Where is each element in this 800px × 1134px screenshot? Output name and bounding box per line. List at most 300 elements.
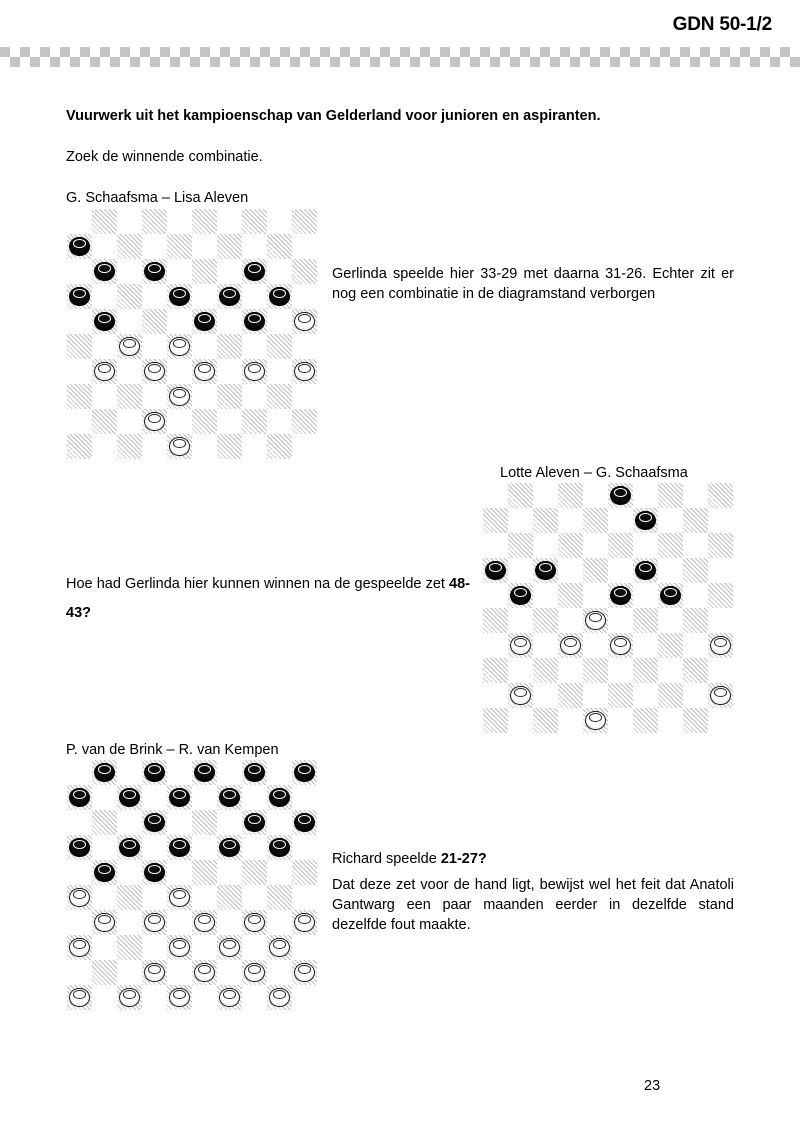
board-square — [142, 860, 167, 885]
white-piece — [94, 362, 115, 382]
board-square — [142, 284, 167, 309]
board-square — [533, 533, 558, 558]
board-square — [558, 708, 583, 733]
board-square — [117, 785, 142, 810]
board-square — [608, 633, 633, 658]
band-square — [110, 47, 120, 57]
board-square — [292, 359, 317, 384]
board-square — [267, 860, 292, 885]
board-square — [608, 558, 633, 583]
board-square — [192, 760, 217, 785]
board-square — [583, 608, 608, 633]
white-piece — [194, 913, 215, 933]
band-square — [750, 57, 760, 67]
board-square — [608, 583, 633, 608]
board-square — [242, 835, 267, 860]
band-square — [470, 57, 480, 67]
board-square — [583, 633, 608, 658]
band-square — [90, 47, 100, 57]
band-square — [140, 47, 150, 57]
board-square — [633, 483, 658, 508]
board-square — [92, 760, 117, 785]
band-square — [710, 57, 720, 67]
band-square — [60, 57, 70, 67]
band-square — [180, 47, 190, 57]
board-square — [167, 810, 192, 835]
band-square — [120, 47, 130, 57]
band-square — [620, 57, 630, 67]
board-3-note-move: 21-27? — [440, 851, 487, 867]
band-square — [60, 47, 70, 57]
board-square — [608, 683, 633, 708]
black-piece — [610, 586, 631, 606]
board-square — [67, 334, 92, 359]
board-square — [167, 234, 192, 259]
board-square — [117, 384, 142, 409]
board-square — [292, 259, 317, 284]
black-piece — [94, 312, 115, 332]
board-square — [633, 583, 658, 608]
board-square — [242, 434, 267, 459]
band-square — [70, 47, 80, 57]
band-square — [200, 57, 210, 67]
band-square — [80, 57, 90, 67]
black-piece — [144, 863, 165, 883]
board-square — [67, 835, 92, 860]
white-piece — [510, 636, 531, 656]
board-square — [242, 334, 267, 359]
board-square — [708, 708, 733, 733]
board-square — [167, 785, 192, 810]
band-square — [640, 47, 650, 57]
white-piece — [169, 988, 190, 1008]
band-square — [610, 47, 620, 57]
board-square — [608, 508, 633, 533]
black-piece — [219, 838, 240, 858]
board-square — [533, 633, 558, 658]
board-square — [117, 334, 142, 359]
band-square — [20, 57, 30, 67]
white-piece — [244, 362, 265, 382]
board-square — [242, 885, 267, 910]
black-piece — [69, 237, 90, 257]
black-piece — [169, 287, 190, 307]
mid-question-move: 48-43? — [66, 576, 470, 621]
board-square — [192, 234, 217, 259]
board-square — [142, 384, 167, 409]
board-square — [658, 558, 683, 583]
band-square — [150, 47, 160, 57]
board-square — [192, 334, 217, 359]
band-square — [400, 47, 410, 57]
black-piece — [169, 788, 190, 808]
band-square — [550, 57, 560, 67]
band-square — [200, 47, 210, 57]
black-piece — [610, 486, 631, 506]
white-piece — [169, 437, 190, 457]
board-square — [67, 985, 92, 1010]
white-piece — [219, 938, 240, 958]
band-square — [190, 47, 200, 57]
board-square — [267, 985, 292, 1010]
board-square — [167, 309, 192, 334]
band-square — [250, 47, 260, 57]
white-piece — [269, 988, 290, 1008]
white-piece — [169, 938, 190, 958]
board-square — [217, 259, 242, 284]
board-square — [483, 658, 508, 683]
board-square — [67, 309, 92, 334]
board-square — [292, 960, 317, 985]
board-1-caption: G. Schaafsma – Lisa Aleven — [66, 190, 249, 206]
white-piece — [69, 938, 90, 958]
board-square — [192, 835, 217, 860]
board-square — [633, 658, 658, 683]
band-square — [510, 47, 520, 57]
board-square — [242, 284, 267, 309]
board-square — [142, 885, 167, 910]
band-square — [250, 57, 260, 67]
band-square — [220, 47, 230, 57]
white-piece — [144, 913, 165, 933]
board-square — [217, 760, 242, 785]
board-square — [117, 810, 142, 835]
page-number: 23 — [644, 1078, 661, 1094]
board-square — [92, 384, 117, 409]
board-square — [708, 508, 733, 533]
white-piece — [144, 412, 165, 432]
board-square — [483, 558, 508, 583]
board-square — [708, 633, 733, 658]
board-square — [117, 910, 142, 935]
board-square — [267, 384, 292, 409]
band-square — [50, 57, 60, 67]
band-square — [750, 47, 760, 57]
checkered-header-band — [0, 47, 800, 67]
board-square — [292, 234, 317, 259]
board-square — [483, 483, 508, 508]
board-square — [192, 960, 217, 985]
band-square — [480, 57, 490, 67]
board-3-caption: P. van de Brink – R. van Kempen — [66, 742, 279, 758]
board-square — [267, 785, 292, 810]
band-square — [160, 57, 170, 67]
band-square — [40, 57, 50, 67]
board-square — [533, 683, 558, 708]
black-piece — [635, 561, 656, 581]
board-square — [92, 860, 117, 885]
board-square — [142, 785, 167, 810]
board-square — [267, 284, 292, 309]
white-piece — [169, 387, 190, 407]
board-square — [658, 683, 683, 708]
board-square — [142, 234, 167, 259]
white-piece — [194, 362, 215, 382]
board-square — [92, 785, 117, 810]
board-square — [92, 284, 117, 309]
band-square — [450, 47, 460, 57]
board-square — [633, 608, 658, 633]
black-piece — [169, 838, 190, 858]
board-square — [242, 910, 267, 935]
board-square — [242, 860, 267, 885]
black-piece — [69, 287, 90, 307]
board-square — [242, 359, 267, 384]
board-square — [142, 835, 167, 860]
board-square — [217, 960, 242, 985]
band-square — [210, 47, 220, 57]
board-square — [192, 409, 217, 434]
board-square — [267, 910, 292, 935]
board-square — [508, 658, 533, 683]
white-piece — [194, 963, 215, 983]
board-square — [558, 683, 583, 708]
board-square — [267, 434, 292, 459]
board-square — [92, 309, 117, 334]
board-square — [633, 633, 658, 658]
board-square — [92, 910, 117, 935]
band-square — [340, 47, 350, 57]
band-square — [600, 47, 610, 57]
band-square — [580, 57, 590, 67]
band-square — [130, 57, 140, 67]
band-square — [740, 57, 750, 67]
board-square — [117, 259, 142, 284]
board-square — [192, 985, 217, 1010]
band-square — [390, 57, 400, 67]
board-square — [142, 359, 167, 384]
white-piece — [710, 686, 731, 706]
board-square — [558, 508, 583, 533]
band-square — [560, 47, 570, 57]
board-square — [217, 835, 242, 860]
board-square — [67, 409, 92, 434]
board-square — [267, 359, 292, 384]
band-square — [320, 47, 330, 57]
band-square — [180, 57, 190, 67]
board-square — [558, 533, 583, 558]
board-square — [192, 434, 217, 459]
band-square — [700, 47, 710, 57]
board-square — [217, 434, 242, 459]
board-square — [192, 259, 217, 284]
board-square — [242, 760, 267, 785]
board-square — [242, 309, 267, 334]
board-square — [483, 533, 508, 558]
board-square — [142, 309, 167, 334]
board-square — [242, 960, 267, 985]
white-piece — [69, 888, 90, 908]
board-square — [683, 658, 708, 683]
board-square — [142, 434, 167, 459]
band-square — [400, 57, 410, 67]
board-square — [583, 558, 608, 583]
band-square — [730, 57, 740, 67]
black-piece — [144, 763, 165, 783]
white-piece — [560, 636, 581, 656]
band-square — [430, 47, 440, 57]
board-square — [217, 234, 242, 259]
black-piece — [244, 262, 265, 282]
board-square — [117, 309, 142, 334]
board-square — [167, 885, 192, 910]
board-square — [267, 885, 292, 910]
band-square — [710, 47, 720, 57]
board-square — [67, 359, 92, 384]
board-square — [117, 359, 142, 384]
board-square — [558, 633, 583, 658]
band-square — [230, 57, 240, 67]
band-square — [210, 57, 220, 67]
band-square — [740, 47, 750, 57]
board-square — [508, 633, 533, 658]
board-square — [533, 508, 558, 533]
band-square — [650, 47, 660, 57]
band-square — [490, 47, 500, 57]
board-square — [167, 860, 192, 885]
board-square — [217, 935, 242, 960]
white-piece — [94, 913, 115, 933]
board-square — [67, 434, 92, 459]
band-square — [30, 57, 40, 67]
board-square — [142, 760, 167, 785]
band-square — [570, 47, 580, 57]
band-square — [80, 47, 90, 57]
board-square — [508, 608, 533, 633]
band-square — [780, 57, 790, 67]
band-square — [40, 47, 50, 57]
band-square — [670, 57, 680, 67]
board-square — [508, 508, 533, 533]
board-square — [558, 583, 583, 608]
board-square — [167, 384, 192, 409]
board-square — [658, 508, 683, 533]
band-square — [470, 47, 480, 57]
board-square — [583, 658, 608, 683]
board-square — [217, 985, 242, 1010]
board-square — [242, 384, 267, 409]
board-square — [483, 508, 508, 533]
board-square — [583, 508, 608, 533]
board-square — [117, 434, 142, 459]
board-square — [217, 910, 242, 935]
band-square — [360, 57, 370, 67]
board-square — [67, 284, 92, 309]
band-square — [330, 57, 340, 67]
board-square — [483, 583, 508, 608]
band-square — [110, 57, 120, 67]
band-square — [590, 47, 600, 57]
band-square — [430, 57, 440, 67]
board-square — [658, 633, 683, 658]
board-square — [633, 708, 658, 733]
board-square — [142, 910, 167, 935]
board-square — [658, 658, 683, 683]
band-square — [690, 47, 700, 57]
band-square — [420, 57, 430, 67]
band-square — [160, 47, 170, 57]
band-square — [720, 47, 730, 57]
black-piece — [635, 511, 656, 531]
board-square — [142, 935, 167, 960]
board-square — [558, 658, 583, 683]
board-square — [117, 234, 142, 259]
board-square — [292, 309, 317, 334]
board-square — [683, 558, 708, 583]
white-piece — [610, 636, 631, 656]
board-square — [242, 785, 267, 810]
band-square — [370, 57, 380, 67]
band-square — [300, 47, 310, 57]
band-square — [450, 57, 460, 67]
board-square — [142, 334, 167, 359]
board-square — [117, 860, 142, 885]
board-square — [167, 985, 192, 1010]
band-square — [790, 47, 800, 57]
black-piece — [269, 788, 290, 808]
board-square — [708, 533, 733, 558]
board-square — [658, 533, 683, 558]
band-square — [520, 47, 530, 57]
band-square — [520, 57, 530, 67]
band-square — [550, 47, 560, 57]
board-square — [67, 860, 92, 885]
board-square — [117, 409, 142, 434]
board-square — [292, 885, 317, 910]
band-square — [380, 47, 390, 57]
board-square — [217, 309, 242, 334]
white-piece — [219, 988, 240, 1008]
board-square — [292, 334, 317, 359]
board-square — [92, 359, 117, 384]
band-square — [530, 57, 540, 67]
band-square — [660, 47, 670, 57]
board-square — [608, 533, 633, 558]
band-square — [320, 57, 330, 67]
board-square — [708, 683, 733, 708]
band-square — [170, 57, 180, 67]
board-square — [708, 658, 733, 683]
band-square — [780, 47, 790, 57]
board-square — [533, 608, 558, 633]
board-square — [483, 683, 508, 708]
board-square — [292, 835, 317, 860]
band-square — [100, 47, 110, 57]
white-piece — [169, 337, 190, 357]
white-piece — [119, 337, 140, 357]
board-square — [92, 234, 117, 259]
board-square — [192, 284, 217, 309]
board-square — [508, 558, 533, 583]
board-square — [142, 810, 167, 835]
board-square — [67, 935, 92, 960]
board-square — [508, 533, 533, 558]
black-piece — [69, 838, 90, 858]
board-square — [167, 434, 192, 459]
board-square — [242, 409, 267, 434]
black-piece — [535, 561, 556, 581]
board-square — [192, 785, 217, 810]
board-square — [533, 583, 558, 608]
band-square — [290, 57, 300, 67]
board-square — [67, 785, 92, 810]
board-square — [292, 985, 317, 1010]
white-piece — [244, 913, 265, 933]
black-piece — [194, 763, 215, 783]
white-piece — [144, 963, 165, 983]
band-square — [580, 47, 590, 57]
board-square — [67, 885, 92, 910]
